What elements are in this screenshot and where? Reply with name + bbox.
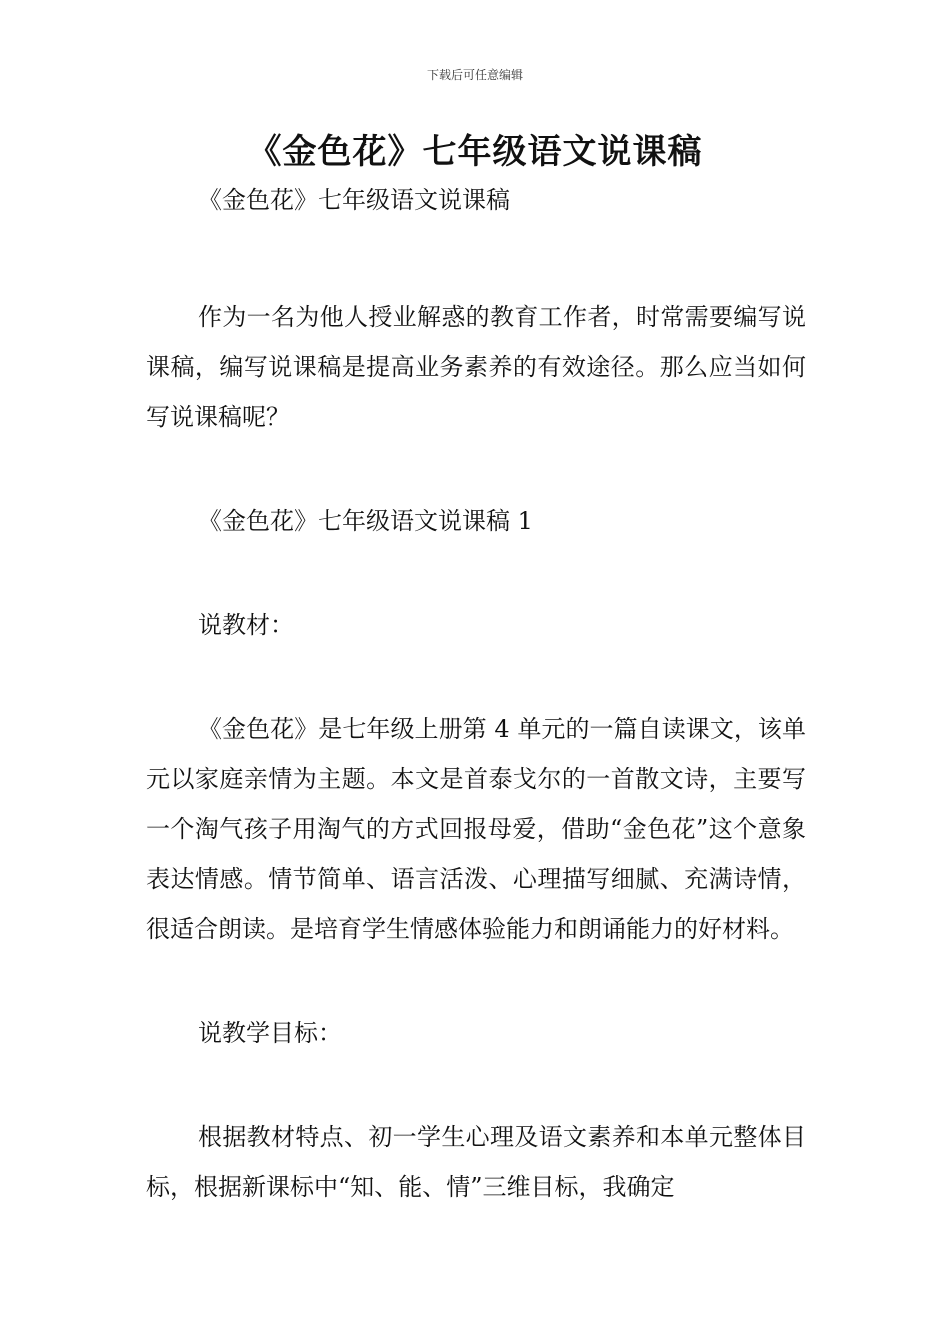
paragraph-objectives-content: 根据教材特点、初一学生心理及语文素养和本单元整体目标，根据新课标中“知、能、情”三维目标，我确定 bbox=[146, 1123, 806, 1201]
paragraph-section-heading: 《金色花》七年级语文说课稿 1 bbox=[198, 507, 533, 535]
document-body bbox=[146, 180, 806, 1212]
header-note: 下载后可任意编辑 bbox=[426, 68, 523, 82]
paragraph-textbook-content: 《金色花》是七年级上册第 4 单元的一篇自读课文，该单元以家庭亲情为主题。本文是首泰戈尔的一首散文诗，主要写一个淘气孩子用淘气的方式回报母爱，借助“金色花”这个意象表达情感。情节简单、语言活泼、心理描写细腻、充满诗情，很适合朗读。是培育学生情感体验能力和朗诵能力的好材料。 bbox=[146, 715, 806, 943]
document-subtitle: 《金色花》七年级语文说课稿 bbox=[198, 186, 510, 214]
paragraph-objectives-heading: 说教学目标： bbox=[198, 1019, 342, 1047]
page-title: 《金色花》七年级语文说课稿 bbox=[247, 132, 703, 172]
paragraph-intro: 作为一名为他人授业解惑的教育工作者，时常需要编写说课稿，编写说课稿是提高业务素养的有效途径。那么应当如何写说课稿呢？ bbox=[146, 303, 806, 431]
paragraph-textbook-heading: 说教材： bbox=[198, 611, 294, 639]
